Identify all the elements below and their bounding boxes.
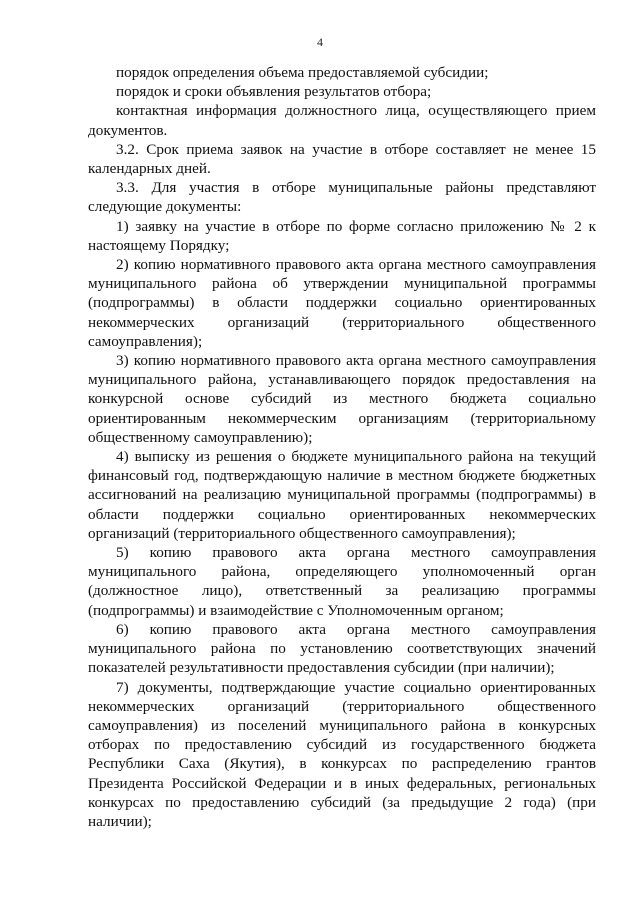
- body-text: [88, 63, 596, 831]
- list-item-1-application: 1) заявку на участие в отборе по форме согласно приложению № 2 к настоящему Порядку;: [88, 217, 596, 254]
- paragraph-3-3-required-documents: 3.3. Для участия в отборе муниципальные районы представляют следующие документы:: [88, 179, 596, 216]
- list-item-2-program-act-copy: 2) копию нормативного правового акта органа местного самоуправления муниципального района об утверждении муниципальной программы (подпрограммы) в области поддержки социально ориентированных некоммерческих организаций (территориального общественного самоуправления);: [88, 256, 596, 350]
- paragraph-3-2-application-period: 3.2. Срок приема заявок на участие в отборе составляет не менее 15 календарных дней.: [88, 140, 596, 178]
- paragraph-subsidy-volume-order: порядок определения объема предоставляемой субсидии;: [116, 64, 489, 81]
- list-item-6-performance-indicators-act-copy: 6) копию правового акта органа местного самоуправления муниципального района по установлению соответствующих значений показателей результативности предоставления субсидии (при наличии);: [88, 620, 596, 677]
- list-item-7-participation-documents: 7) документы, подтверждающие участие социально ориентированных некоммерческих организаций (территориального общественного самоуправления) из поселений муниципального района в конкурсных отборах по предоставлению субсидий из государственного бюджета Республики Саха (Якутия), в конкурсах по распределению грантов Президента Российской Федерации и в иных федеральных, региональных конкурсах по предоставлению субсидий (за предыдущие 2 года) (при наличии);: [88, 678, 596, 830]
- page-number: 4: [317, 35, 323, 49]
- paragraph-contact-info: контактная информация должностного лица, осуществляющего прием документов.: [88, 102, 596, 139]
- list-item-3-subsidy-procedure-act-copy: 3) копию нормативного правового акта органа местного самоуправления муниципального района, устанавливающего порядок предоставления на конкурсной основе субсидий из местного бюджета социально ориентированным некоммерческим организациям (территориальному общественному самоуправлению);: [88, 352, 596, 446]
- paragraph-results-announcement: порядок и сроки объявления результатов отбора;: [116, 83, 432, 101]
- list-item-4-budget-extract: 4) выписку из решения о бюджете муниципального района на текущий финансовый год, подтверждающую наличие в местном бюджете бюджетных ассигнований на реализацию муниципальной программы (подпрограммы) в области поддержки социально ориентированных некоммерческих организаций (территориального общественного самоуправления);: [88, 448, 596, 542]
- list-item-5-authorized-body-act-copy: 5) копию правового акта органа местного самоуправления муниципального района, определяющего уполномоченный орган (должностное лицо), ответственный за реализацию программы (подпрограммы) и взаимодействие с Уполномоченным органом;: [88, 544, 596, 619]
